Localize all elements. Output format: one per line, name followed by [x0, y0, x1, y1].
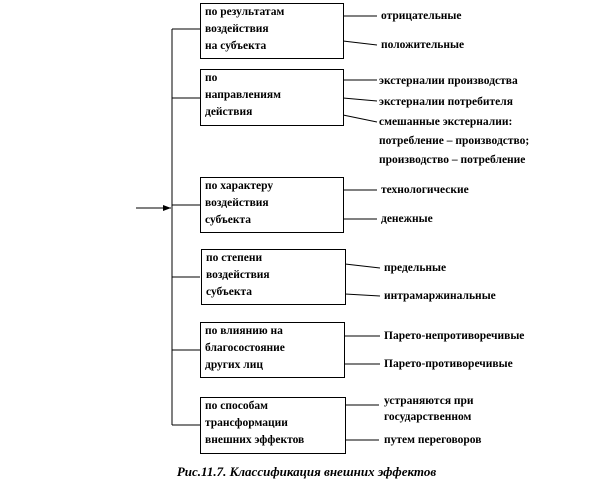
category-box-results: по результатам воздействия на субъекта [200, 3, 344, 59]
leaf-production-consumption: производство – потребление [379, 154, 526, 166]
category-box-welfare: по влиянию на благосостояние других лиц [200, 322, 345, 378]
leaf-marginal: предельные [384, 262, 447, 274]
leaf-negative: отрицательные [381, 10, 462, 22]
leaf-monetary: денежные [381, 213, 433, 225]
leaf-pareto-consistent: Парето-непротиворечивые [384, 330, 525, 342]
leaf-production-externalities: экстерналии производства [379, 75, 518, 87]
leaf-mixed-externalities: смешанные экстерналии: [379, 116, 513, 128]
category-box-directions: по направлениям действия [200, 69, 344, 126]
leaf-eliminated-by: устраняются при [384, 395, 474, 407]
category-box-transformation: по способам трансформации внешних эффектов [200, 397, 346, 454]
leaf-inframarginal: интрамаржинальные [384, 290, 496, 302]
leaf-pareto-inconsistent: Парето-противоречивые [384, 358, 513, 370]
category-box-degree: по степени воздействия субъекта [201, 249, 346, 305]
leaf-negotiations: путем переговоров [384, 434, 482, 446]
leaf-positive: положительные [381, 39, 465, 51]
leaf-consumer-externalities: экстерналии потребителя [379, 96, 513, 108]
category-box-character: по характеру воздействия субъекта [200, 177, 344, 233]
leaf-state: государственном [384, 411, 472, 423]
leaf-technological: технологические [381, 184, 469, 196]
leaf-consumption-production: потребление – производство; [379, 135, 530, 147]
figure-caption: Рис.11.7. Классификация внешних эффектов [176, 464, 437, 479]
